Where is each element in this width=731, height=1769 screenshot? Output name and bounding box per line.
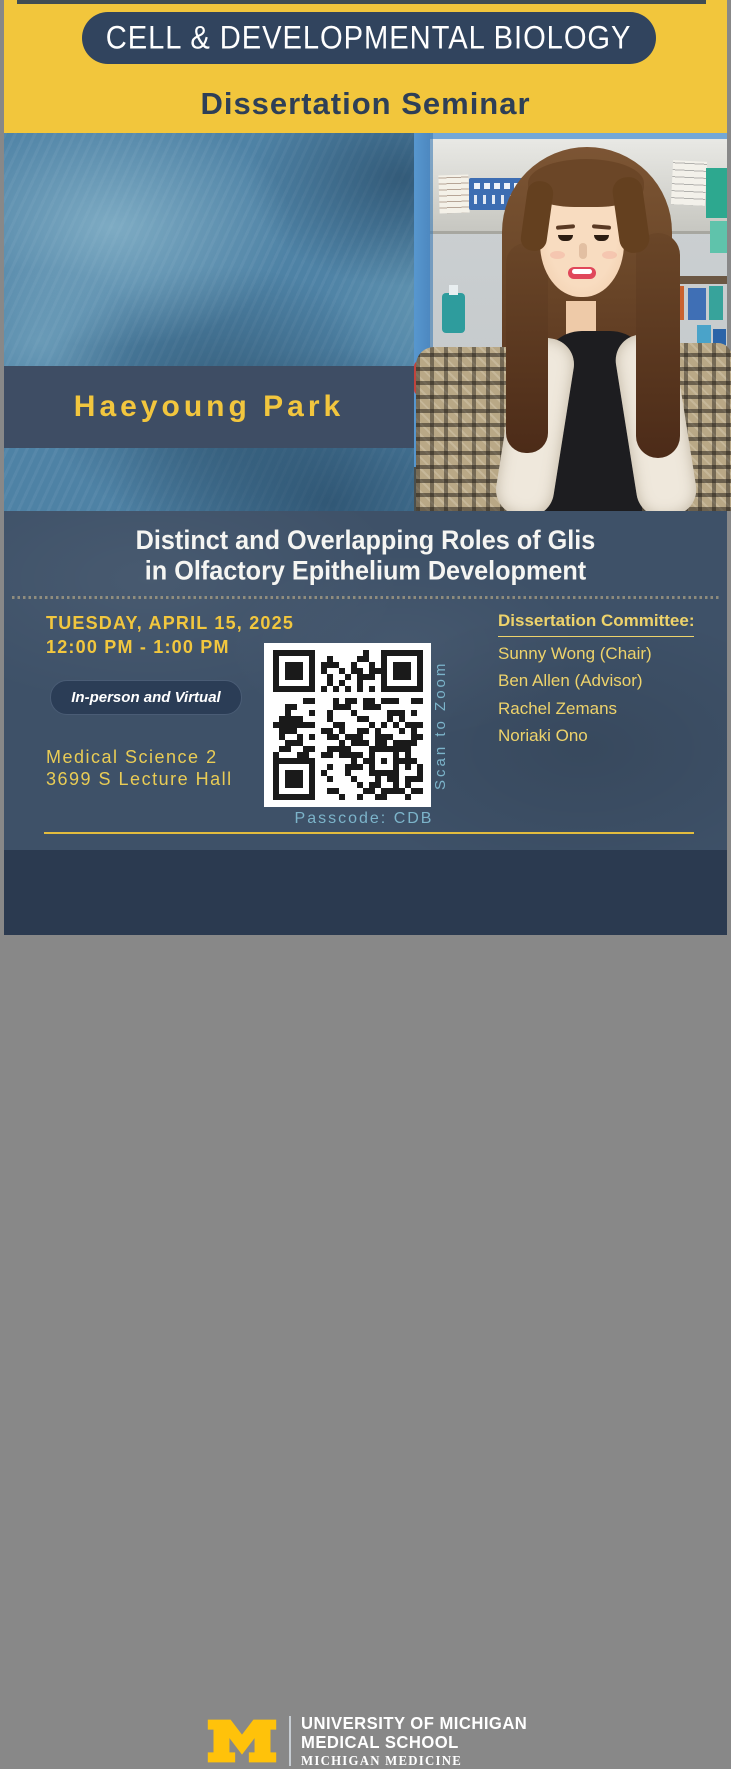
wash-bottle xyxy=(442,293,465,333)
location-line2: 3699 S Lecture Hall xyxy=(46,769,233,789)
passcode: Passcode: CDB xyxy=(294,810,434,827)
dotted-divider xyxy=(12,596,719,599)
committee-member: Ben Allen (Advisor) xyxy=(498,671,643,690)
location xyxy=(46,746,233,790)
details-section xyxy=(4,511,727,850)
speaker-name-band xyxy=(4,366,414,448)
event-type-title: Dissertation Seminar xyxy=(200,86,531,121)
footer-divider xyxy=(289,1716,291,1766)
seminar-flyer xyxy=(4,0,727,1768)
qr-code xyxy=(264,643,431,807)
committee-list xyxy=(498,607,694,750)
footer xyxy=(4,850,727,1768)
footer-wordmark xyxy=(301,1714,527,1769)
top-edge-strip xyxy=(17,0,706,4)
committee-member: Noriaki Ono xyxy=(498,726,588,745)
scan-to-zoom-caption: Scan to Zoom xyxy=(432,660,449,790)
speaker-photo xyxy=(414,133,727,511)
lab-paper xyxy=(671,160,707,206)
mode-badge: In-person and Virtual xyxy=(50,680,242,715)
department-name: CELL & DEVELOPMENTAL BIOLOGY xyxy=(106,18,632,57)
event-time: 12:00 PM - 1:00 PM xyxy=(46,637,230,657)
talk-title xyxy=(15,524,716,586)
committee-heading: Dissertation Committee: xyxy=(498,607,694,637)
speaker-name: Haeyoung Park xyxy=(73,390,345,423)
michigan-block-m-logo xyxy=(204,1716,280,1766)
committee-member: Sunny Wong (Chair) xyxy=(498,643,652,663)
footer-line3: MICHIGAN MEDICINE xyxy=(301,1753,463,1768)
footer-line1: UNIVERSITY OF MICHIGAN xyxy=(301,1713,528,1733)
committee-member: Rachel Zemans xyxy=(498,698,618,718)
top-banner xyxy=(4,0,727,133)
lab-supplies xyxy=(706,168,727,218)
talk-title-line1: Distinct and Overlapping Roles of Glis xyxy=(135,524,596,555)
footer-line2: MEDICAL SCHOOL xyxy=(301,1731,459,1752)
footer-divider-line xyxy=(44,832,694,834)
event-date: TUESDAY, APRIL 15, 2025 xyxy=(46,613,295,633)
lab-note xyxy=(438,174,469,213)
talk-title-line2: in Olfactory Epithelium Development xyxy=(144,555,587,586)
photo-top-line xyxy=(414,133,727,139)
date-time xyxy=(46,611,294,659)
department-pill xyxy=(82,12,656,64)
location-line1: Medical Science 2 xyxy=(46,747,218,767)
